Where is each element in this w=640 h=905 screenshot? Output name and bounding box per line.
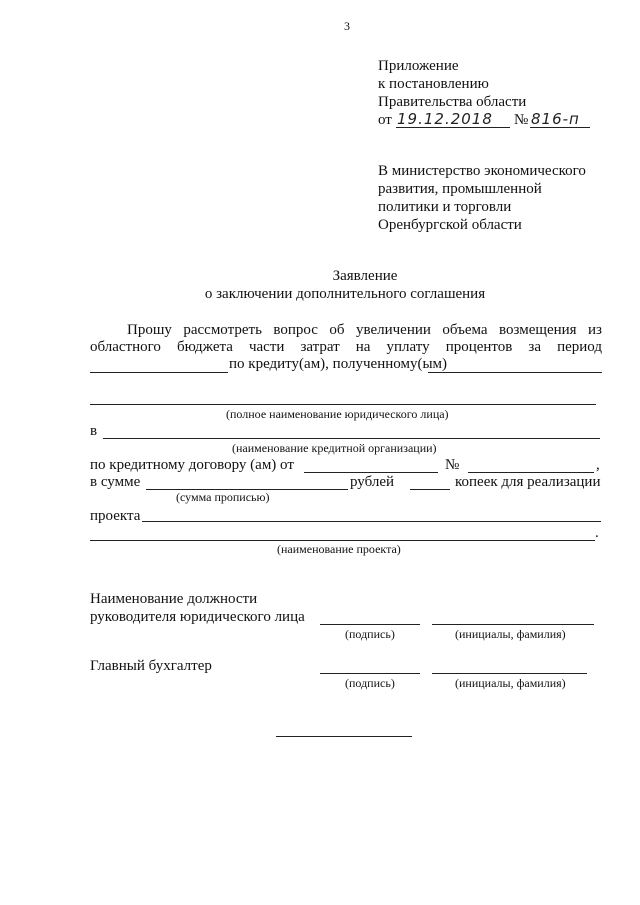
project-label: проекта xyxy=(90,508,141,524)
project-blank-1[interactable] xyxy=(142,521,601,522)
head-sign-caption: (подпись) xyxy=(345,627,395,641)
word: период xyxy=(557,339,602,355)
document-title: Заявление xyxy=(332,268,398,284)
caption-project: (наименование проекта) xyxy=(277,542,401,556)
word: объема xyxy=(442,322,488,338)
caption-legal-entity: (полное наименование юридического лица) xyxy=(226,407,449,421)
appendix-date: 19.12.2018 xyxy=(397,110,493,128)
accountant-signature-blank[interactable] xyxy=(320,673,420,674)
legal-entity-blank[interactable] xyxy=(90,404,596,405)
accountant-name-caption: (инициалы, фамилия) xyxy=(455,676,566,690)
accountant-name-blank[interactable] xyxy=(432,673,587,674)
word: областного xyxy=(90,339,161,355)
body-line-2 xyxy=(90,339,602,356)
contract-label: по кредитному договору (ам) от xyxy=(90,457,294,473)
sum-kop-blank[interactable] xyxy=(410,489,450,490)
project-period: . xyxy=(595,525,599,541)
word: уплату xyxy=(386,339,430,355)
head-title-line-2: руководителя юридического лица xyxy=(90,609,305,625)
contract-number-blank[interactable] xyxy=(468,472,594,473)
appendix-line-3: Правительства области xyxy=(378,94,527,110)
received-blank[interactable] xyxy=(428,372,602,373)
appendix-line-2: к постановлению xyxy=(378,76,489,92)
head-name-blank[interactable] xyxy=(432,624,594,625)
appendix-number: 816-п xyxy=(531,110,580,128)
word: части xyxy=(248,339,285,355)
page-number: 3 xyxy=(344,19,350,33)
word: из xyxy=(588,322,602,338)
addressee-line-3: политики и торговли xyxy=(378,199,512,215)
head-name-caption: (инициалы, фамилия) xyxy=(455,627,566,641)
period-blank[interactable] xyxy=(90,372,228,373)
body-line-1 xyxy=(127,322,602,339)
sum-label: в сумме xyxy=(90,474,141,490)
word: за xyxy=(528,339,542,355)
appendix-line-1: Приложение xyxy=(378,58,459,74)
project-blank-2[interactable] xyxy=(90,540,595,541)
addressee-line-2: развития, промышленной xyxy=(378,181,542,197)
rub-label: рублей xyxy=(350,474,395,490)
word: бюджета xyxy=(176,339,233,355)
word: на xyxy=(355,339,371,355)
word: Прошу xyxy=(127,322,172,338)
appendix-number-label: № xyxy=(514,112,529,128)
document-subtitle: о заключении дополнительного соглашения xyxy=(204,286,486,302)
contract-comma: , xyxy=(596,457,600,473)
accountant-title: Главный бухгалтер xyxy=(90,658,212,674)
word: затрат xyxy=(300,339,340,355)
credit-received-text: по кредиту(ам), полученному(ым) xyxy=(229,356,448,372)
word: возмещения xyxy=(499,322,577,338)
caption-sum: (сумма прописью) xyxy=(176,490,270,504)
addressee-line-4: Оренбургской области xyxy=(378,217,522,233)
in-label: в xyxy=(90,423,98,439)
credit-org-blank[interactable] xyxy=(103,438,600,439)
appendix-date-line xyxy=(396,127,510,128)
appendix-from-label: от xyxy=(378,112,392,128)
word: увеличении xyxy=(355,322,431,338)
word: процентов xyxy=(445,339,513,355)
caption-credit-org: (наименование кредитной организации) xyxy=(232,441,437,455)
accountant-sign-caption: (подпись) xyxy=(345,676,395,690)
word: рассмотреть xyxy=(183,322,262,338)
appendix-number-line xyxy=(530,127,590,128)
closing-rule xyxy=(276,736,412,737)
addressee-line-1: В министерство экономического xyxy=(378,163,586,179)
word: вопрос xyxy=(273,322,318,338)
kop-label: копеек для реализации xyxy=(455,474,601,490)
word: об xyxy=(329,322,345,338)
contract-date-blank[interactable] xyxy=(304,472,438,473)
contract-number-sign: № xyxy=(445,457,460,473)
head-title-line-1: Наименование должности xyxy=(90,591,258,607)
head-signature-blank[interactable] xyxy=(320,624,420,625)
